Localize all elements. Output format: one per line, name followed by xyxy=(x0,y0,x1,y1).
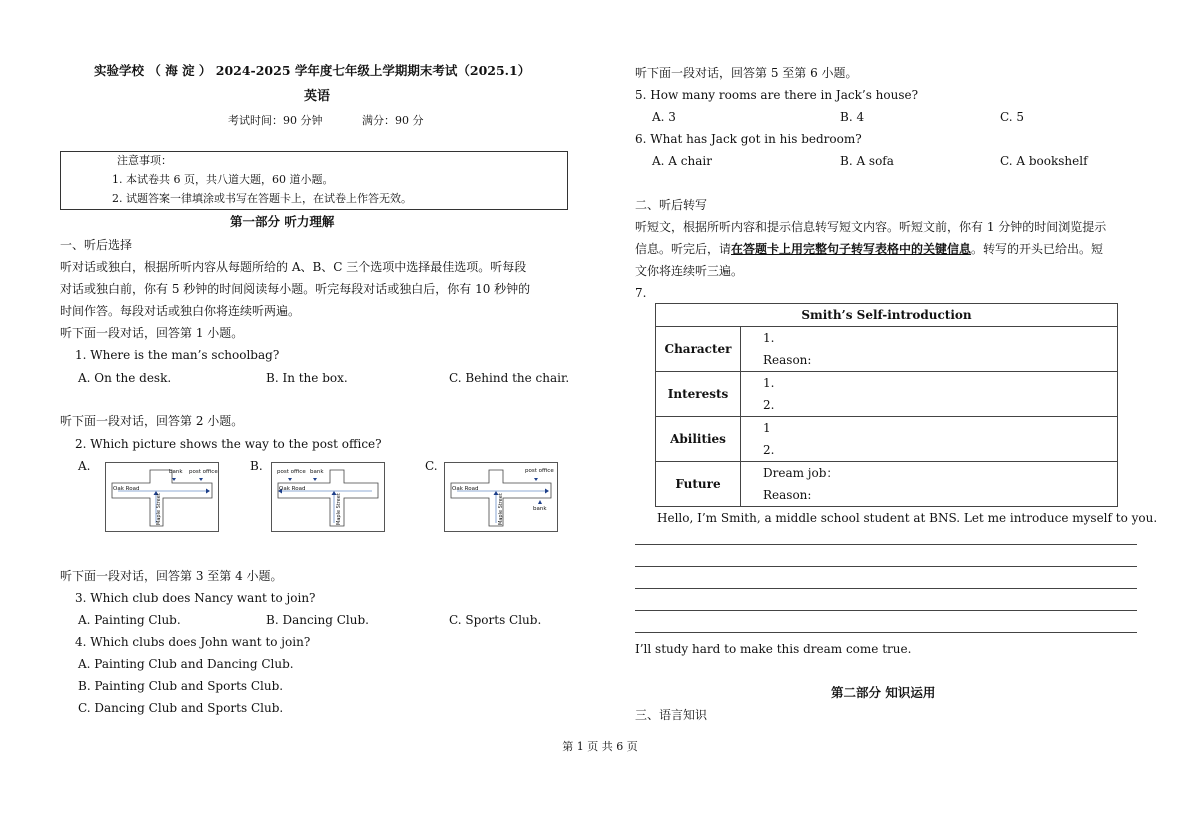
writing-line[interactable] xyxy=(635,588,1137,589)
q1-option-c: C. Behind the chair. xyxy=(449,371,570,385)
q2-option-c: C. xyxy=(425,459,438,473)
map-label-bank: bank xyxy=(533,506,547,512)
q3-option-b: B. Dancing Club. xyxy=(266,613,369,627)
page-footer: 第 1 页 共 6 页 xyxy=(562,740,638,753)
section2-title: 二、听后转写 xyxy=(635,198,708,212)
map-label-post-office: post office xyxy=(189,469,218,475)
map-label-post-office: post office xyxy=(277,469,306,475)
question-5: 5. How many rooms are there in Jack’s house? xyxy=(635,88,919,102)
q4-option-b: B. Painting Club and Sports Club. xyxy=(78,679,284,693)
q3-option-c: C. Sports Club. xyxy=(449,613,542,627)
map-label-maple-street: Maple Street xyxy=(156,493,162,525)
writing-end: I’ll study hard to make this dream come true. xyxy=(635,642,912,656)
map-option-c xyxy=(444,462,558,532)
table-row xyxy=(656,462,1118,507)
row-line: 1. xyxy=(763,331,775,345)
table-title: Smith’s Self-introduction xyxy=(656,304,1118,327)
emphasis-text: 在答题卡上用完整句子转写表格中的关键信息 xyxy=(731,242,972,256)
section1-title: 一、听后选择 xyxy=(60,238,133,252)
section2-instruction: 文你将连续听三遍。 xyxy=(635,264,744,278)
row-line: 2. xyxy=(763,398,775,412)
question-1: 1. Where is the man’s schoolbag? xyxy=(75,348,280,362)
instruction-line: 时间作答。每段对话或独白你将连续听两遍。 xyxy=(60,304,301,318)
map-label-oak-road: Oak Road xyxy=(452,486,479,492)
lead-text: 听下面一段对话，回答第 5 至第 6 小题。 xyxy=(635,66,858,80)
table-row xyxy=(656,327,1118,372)
map-label-bank: bank xyxy=(169,469,183,475)
q1-option-b: B. In the box. xyxy=(266,371,348,385)
row-line: Reason: xyxy=(763,353,812,367)
row-line: 1 xyxy=(763,421,771,435)
section2-instruction: 信息。听完后，请在答题卡上用完整句子转写表格中的关键信息。转写的开头已给出。短 xyxy=(635,242,1104,256)
notice-item: 2. 试题答案一律填涂或书写在答题卡上，在试卷上作答无效。 xyxy=(112,192,412,205)
q2-option-b: B. xyxy=(250,459,263,473)
instruction-line: 听对话或独白，根据所听内容从每题所给的 A、B、C 三个选项中选择最佳选项。听每段 xyxy=(60,260,527,274)
section2-instruction: 听短文，根据所听内容和提示信息转写短文内容。听短文前，你有 1 分钟的时间浏览提示 xyxy=(635,220,1107,234)
q6-option-b: B. A sofa xyxy=(840,154,894,168)
question-2: 2. Which picture shows the way to the post office? xyxy=(75,437,382,451)
q5-option-b: B. 4 xyxy=(840,110,865,124)
map-label-oak-road: Oak Road xyxy=(113,486,140,492)
exam-title: 实验学校 （ 海 淀 ） 2024-2025 学年度七年级上学期期末考试（2025.1） xyxy=(94,63,531,78)
row-line: 1. xyxy=(763,376,775,390)
q5-option-c: C. 5 xyxy=(1000,110,1025,124)
question-6: 6. What has Jack got in his bedroom? xyxy=(635,132,862,146)
q4-option-c: C. Dancing Club and Sports Club. xyxy=(78,701,284,715)
subject-title: 英语 xyxy=(304,89,331,104)
question-3: 3. Which club does Nancy want to join? xyxy=(75,591,316,605)
q5-option-a: A. 3 xyxy=(652,110,676,124)
lead-text: 听下面一段对话，回答第 3 至第 4 小题。 xyxy=(60,569,283,583)
table-row xyxy=(656,372,1118,417)
row-line: Reason: xyxy=(763,488,812,502)
part2-title: 第二部分 知识运用 xyxy=(831,685,936,700)
map-label-bank: bank xyxy=(310,469,324,475)
q6-option-c: C. A bookshelf xyxy=(1000,154,1088,168)
map-label-maple-street: Maple Street xyxy=(336,493,342,525)
writing-line[interactable] xyxy=(635,632,1137,633)
full-score: 满分：90 分 xyxy=(362,114,424,127)
row-label: Interests xyxy=(656,372,741,417)
exam-time: 考试时间：90 分钟 xyxy=(228,114,323,127)
map-label-oak-road: Oak Road xyxy=(279,486,306,492)
q1-option-a: A. On the desk. xyxy=(78,371,172,385)
self-introduction-table xyxy=(655,303,1118,507)
lead-text: 听下面一段对话，回答第 2 小题。 xyxy=(60,414,244,428)
map-option-b xyxy=(271,462,385,532)
question-4: 4. Which clubs does John want to join? xyxy=(75,635,311,649)
writing-line[interactable] xyxy=(635,544,1137,545)
writing-line[interactable] xyxy=(635,566,1137,567)
q6-option-a: A. A chair xyxy=(652,154,712,168)
row-line: 2. xyxy=(763,443,775,457)
notice-box xyxy=(60,151,568,210)
question-7-number: 7. xyxy=(635,286,647,300)
writing-line[interactable] xyxy=(635,610,1137,611)
table-row xyxy=(656,417,1118,462)
row-label: Abilities xyxy=(656,417,741,462)
q4-option-a: A. Painting Club and Dancing Club. xyxy=(78,657,294,671)
map-label-post-office: post office xyxy=(525,468,554,474)
map-option-a xyxy=(105,462,219,532)
q3-option-a: A. Painting Club. xyxy=(78,613,181,627)
writing-start: Hello, I’m Smith, a middle school student at BNS. Let me introduce myself to you. xyxy=(657,511,1158,525)
notice-item: 1. 本试卷共 6 页，共八道大题，60 道小题。 xyxy=(112,173,334,186)
row-line: Dream job： xyxy=(763,466,839,480)
section3-title: 三、语言知识 xyxy=(635,708,708,722)
part1-title: 第一部分 听力理解 xyxy=(230,214,335,229)
q2-option-a: A. xyxy=(78,459,91,473)
row-label: Character xyxy=(656,327,741,372)
row-label: Future xyxy=(656,462,741,507)
instruction-line: 对话或独白前，你有 5 秒钟的时间阅读每小题。听完每段对话或独白后，你有 10 秒钟的 xyxy=(60,282,531,296)
notice-title: 注意事项： xyxy=(117,154,172,167)
map-label-maple-street: Maple Street xyxy=(498,493,504,525)
lead-text: 听下面一段对话，回答第 1 小题。 xyxy=(60,326,244,340)
